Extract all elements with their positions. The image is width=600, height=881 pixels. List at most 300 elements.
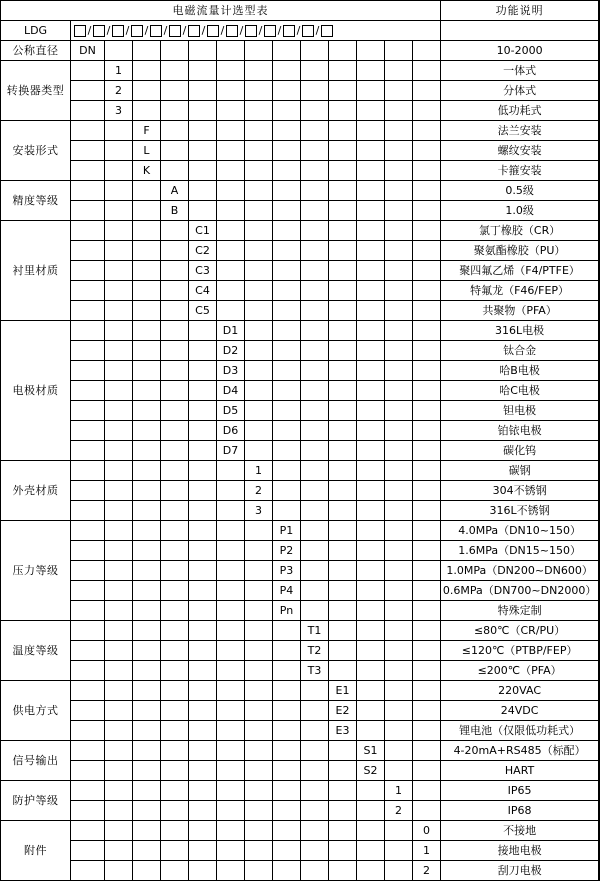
empty-cell — [189, 421, 217, 441]
model-box — [264, 25, 276, 37]
empty-cell — [273, 241, 301, 261]
empty-cell — [329, 281, 357, 301]
empty-cell — [161, 601, 189, 621]
empty-cell — [301, 101, 329, 121]
description-cell: 共聚物（PFA） — [441, 301, 599, 321]
empty-cell — [273, 61, 301, 81]
empty-cell — [71, 561, 105, 581]
empty-cell — [161, 221, 189, 241]
empty-cell — [301, 321, 329, 341]
description-cell: 螺纹安装 — [441, 141, 599, 161]
code-cell: D4 — [217, 381, 245, 401]
empty-cell — [357, 341, 385, 361]
empty-cell — [217, 481, 245, 501]
empty-cell — [245, 181, 273, 201]
function-desc-header: 功能说明 — [441, 1, 599, 21]
empty-cell — [217, 821, 245, 841]
empty-cell — [133, 281, 161, 301]
table-row — [1, 661, 600, 681]
empty-cell — [385, 41, 413, 61]
empty-cell — [189, 81, 217, 101]
empty-cell — [161, 281, 189, 301]
empty-cell — [133, 101, 161, 121]
empty-cell — [357, 441, 385, 461]
category-label: 附件 — [1, 821, 71, 881]
empty-cell — [217, 561, 245, 581]
table-row — [1, 501, 600, 521]
empty-cell — [105, 341, 133, 361]
code-cell: K — [133, 161, 161, 181]
empty-cell — [245, 561, 273, 581]
empty-cell — [71, 181, 105, 201]
model-box — [283, 25, 295, 37]
empty-cell — [217, 701, 245, 721]
table-row — [1, 321, 600, 341]
empty-cell — [301, 41, 329, 61]
empty-cell — [133, 581, 161, 601]
empty-cell — [273, 301, 301, 321]
empty-cell — [413, 61, 441, 81]
model-prefix: LDG — [1, 21, 71, 41]
description-cell: 316L电极 — [441, 321, 599, 341]
empty-cell — [301, 681, 329, 701]
empty-cell — [245, 701, 273, 721]
empty-cell — [245, 621, 273, 641]
description-cell: 不接地 — [441, 821, 599, 841]
empty-cell — [273, 641, 301, 661]
empty-cell — [105, 841, 133, 861]
empty-cell — [161, 141, 189, 161]
empty-cell — [189, 141, 217, 161]
empty-cell — [301, 781, 329, 801]
empty-cell — [161, 101, 189, 121]
table-header-row — [1, 1, 600, 21]
empty-cell — [71, 541, 105, 561]
empty-cell — [385, 721, 413, 741]
empty-cell — [189, 481, 217, 501]
empty-cell — [357, 181, 385, 201]
empty-cell — [217, 781, 245, 801]
empty-cell — [329, 141, 357, 161]
empty-cell — [189, 461, 217, 481]
empty-cell — [245, 441, 273, 461]
empty-cell — [273, 621, 301, 641]
description-cell: 4-20mA+RS485（标配） — [441, 741, 599, 761]
empty-cell — [105, 281, 133, 301]
code-cell: E3 — [329, 721, 357, 741]
empty-cell — [217, 221, 245, 241]
empty-cell — [357, 101, 385, 121]
empty-cell — [329, 441, 357, 461]
empty-cell — [357, 561, 385, 581]
empty-cell — [133, 261, 161, 281]
empty-cell — [71, 621, 105, 641]
empty-cell — [329, 61, 357, 81]
empty-cell — [189, 841, 217, 861]
empty-cell — [161, 361, 189, 381]
empty-cell — [413, 541, 441, 561]
empty-cell — [71, 401, 105, 421]
empty-cell — [71, 641, 105, 661]
model-box — [226, 25, 238, 37]
empty-cell — [71, 61, 105, 81]
empty-cell — [105, 741, 133, 761]
category-label: 精度等级 — [1, 181, 71, 221]
empty-cell — [245, 781, 273, 801]
code-cell: D7 — [217, 441, 245, 461]
model-box — [131, 25, 143, 37]
empty-cell — [357, 81, 385, 101]
code-cell: E1 — [329, 681, 357, 701]
code-cell: F — [133, 121, 161, 141]
empty-cell — [105, 661, 133, 681]
empty-cell — [189, 201, 217, 221]
table-row — [1, 481, 600, 501]
description-cell: 0.5级 — [441, 181, 599, 201]
empty-cell — [217, 641, 245, 661]
empty-cell — [245, 321, 273, 341]
empty-cell — [357, 461, 385, 481]
code-cell: C4 — [189, 281, 217, 301]
empty-cell — [301, 61, 329, 81]
description-cell: 法兰安装 — [441, 121, 599, 141]
code-cell: 2 — [245, 481, 273, 501]
empty-cell — [357, 321, 385, 341]
empty-cell — [385, 621, 413, 641]
empty-cell — [329, 501, 357, 521]
empty-cell — [189, 801, 217, 821]
empty-cell — [161, 81, 189, 101]
empty-cell — [413, 121, 441, 141]
empty-cell — [133, 381, 161, 401]
description-cell: ≤200℃（PFA） — [441, 661, 599, 681]
empty-cell — [161, 341, 189, 361]
empty-cell — [301, 721, 329, 741]
table-row — [1, 301, 600, 321]
empty-cell — [385, 561, 413, 581]
empty-cell — [133, 601, 161, 621]
empty-cell — [273, 261, 301, 281]
empty-cell — [385, 501, 413, 521]
empty-cell — [385, 421, 413, 441]
empty-cell — [71, 101, 105, 121]
empty-cell — [413, 801, 441, 821]
empty-cell — [71, 741, 105, 761]
empty-cell — [329, 601, 357, 621]
empty-cell — [105, 301, 133, 321]
table-row — [1, 261, 600, 281]
empty-cell — [329, 41, 357, 61]
empty-cell — [329, 361, 357, 381]
empty-cell — [105, 181, 133, 201]
empty-cell — [301, 341, 329, 361]
empty-cell — [273, 661, 301, 681]
empty-cell — [301, 541, 329, 561]
empty-cell — [105, 521, 133, 541]
empty-cell — [413, 521, 441, 541]
empty-cell — [357, 481, 385, 501]
empty-cell — [357, 281, 385, 301]
empty-cell — [273, 861, 301, 881]
empty-cell — [385, 581, 413, 601]
empty-cell — [245, 301, 273, 321]
empty-cell — [273, 781, 301, 801]
model-slash: / — [106, 24, 111, 37]
empty-cell — [189, 781, 217, 801]
table-row — [1, 861, 600, 881]
empty-cell — [105, 161, 133, 181]
table-row — [1, 841, 600, 861]
empty-cell — [161, 781, 189, 801]
empty-cell — [217, 61, 245, 81]
empty-cell — [189, 761, 217, 781]
model-slash: / — [87, 24, 92, 37]
empty-cell — [133, 401, 161, 421]
code-cell: P1 — [273, 521, 301, 541]
model-slash: / — [125, 24, 130, 37]
empty-cell — [301, 141, 329, 161]
empty-cell — [357, 261, 385, 281]
table-row — [1, 141, 600, 161]
table-row — [1, 781, 600, 801]
empty-cell — [105, 381, 133, 401]
empty-cell — [161, 581, 189, 601]
empty-cell — [133, 501, 161, 521]
empty-cell — [105, 501, 133, 521]
empty-cell — [133, 181, 161, 201]
empty-cell — [245, 201, 273, 221]
empty-cell — [161, 821, 189, 841]
empty-cell — [329, 561, 357, 581]
model-slash: / — [277, 24, 282, 37]
description-cell: 1.6MPa（DN15~150） — [441, 541, 599, 561]
table-row — [1, 681, 600, 701]
table-row — [1, 161, 600, 181]
empty-cell — [189, 441, 217, 461]
empty-cell — [273, 101, 301, 121]
empty-cell — [105, 621, 133, 641]
empty-cell — [301, 441, 329, 461]
empty-cell — [329, 201, 357, 221]
empty-cell — [217, 601, 245, 621]
model-boxes — [71, 21, 441, 41]
table-row — [1, 601, 600, 621]
empty-cell — [329, 341, 357, 361]
empty-cell — [357, 721, 385, 741]
empty-cell — [245, 721, 273, 741]
empty-cell — [217, 41, 245, 61]
empty-cell — [329, 221, 357, 241]
empty-cell — [71, 761, 105, 781]
code-cell: C2 — [189, 241, 217, 261]
empty-cell — [273, 701, 301, 721]
empty-cell — [385, 761, 413, 781]
code-cell: 2 — [385, 801, 413, 821]
empty-cell — [301, 81, 329, 101]
category-label: 压力等级 — [1, 521, 71, 621]
empty-cell — [329, 581, 357, 601]
empty-cell — [133, 781, 161, 801]
empty-cell — [217, 621, 245, 641]
empty-cell — [385, 201, 413, 221]
model-box — [74, 25, 86, 37]
empty-cell — [413, 241, 441, 261]
empty-cell — [385, 601, 413, 621]
empty-cell — [301, 121, 329, 141]
empty-cell — [301, 361, 329, 381]
empty-cell — [217, 81, 245, 101]
description-cell: 220VAC — [441, 681, 599, 701]
empty-cell — [357, 701, 385, 721]
empty-cell — [329, 181, 357, 201]
empty-cell — [413, 721, 441, 741]
empty-cell — [273, 481, 301, 501]
empty-cell — [217, 721, 245, 741]
empty-cell — [273, 841, 301, 861]
empty-cell — [329, 321, 357, 341]
empty-cell — [105, 641, 133, 661]
empty-cell — [385, 361, 413, 381]
table-row — [1, 221, 600, 241]
empty-cell — [161, 801, 189, 821]
empty-cell — [71, 821, 105, 841]
code-cell: B — [161, 201, 189, 221]
empty-cell — [329, 781, 357, 801]
empty-cell — [189, 581, 217, 601]
empty-cell — [413, 321, 441, 341]
empty-cell — [385, 141, 413, 161]
empty-cell — [161, 321, 189, 341]
empty-cell — [217, 581, 245, 601]
empty-cell — [245, 641, 273, 661]
category-label: 防护等级 — [1, 781, 71, 821]
description-cell: 10-2000 — [441, 41, 599, 61]
empty-cell — [217, 741, 245, 761]
empty-cell — [189, 341, 217, 361]
table-row — [1, 441, 600, 461]
empty-cell — [71, 421, 105, 441]
empty-cell — [329, 861, 357, 881]
empty-cell — [329, 401, 357, 421]
empty-cell — [245, 601, 273, 621]
empty-cell — [245, 761, 273, 781]
empty-cell — [161, 481, 189, 501]
empty-cell — [161, 461, 189, 481]
empty-cell — [329, 801, 357, 821]
table-row — [1, 821, 600, 841]
category-label: 公称直径 — [1, 41, 71, 61]
table-row — [1, 541, 600, 561]
empty-cell — [133, 681, 161, 701]
empty-cell — [273, 201, 301, 221]
table-row — [1, 121, 600, 141]
empty-cell — [217, 521, 245, 541]
empty-cell — [71, 381, 105, 401]
empty-cell — [189, 621, 217, 641]
empty-cell — [385, 861, 413, 881]
empty-cell — [357, 521, 385, 541]
empty-cell — [217, 501, 245, 521]
code-cell: Pn — [273, 601, 301, 621]
table-row — [1, 621, 600, 641]
model-box — [169, 25, 181, 37]
empty-cell — [161, 381, 189, 401]
empty-cell — [105, 221, 133, 241]
empty-cell — [329, 301, 357, 321]
empty-cell — [71, 681, 105, 701]
empty-cell — [273, 461, 301, 481]
category-label: 转换器类型 — [1, 61, 71, 121]
empty-cell — [413, 361, 441, 381]
empty-cell — [105, 481, 133, 501]
empty-cell — [413, 681, 441, 701]
code-cell: 0 — [413, 821, 441, 841]
empty-cell — [105, 761, 133, 781]
empty-cell — [301, 421, 329, 441]
empty-cell — [245, 221, 273, 241]
table-row — [1, 401, 600, 421]
empty-cell — [217, 101, 245, 121]
empty-cell — [71, 261, 105, 281]
empty-cell — [329, 381, 357, 401]
empty-cell — [71, 701, 105, 721]
empty-cell — [217, 761, 245, 781]
empty-cell — [301, 261, 329, 281]
description-cell: 分体式 — [441, 81, 599, 101]
empty-cell — [133, 361, 161, 381]
empty-cell — [161, 641, 189, 661]
model-box — [93, 25, 105, 37]
empty-cell — [273, 681, 301, 701]
empty-cell — [105, 441, 133, 461]
empty-cell — [71, 81, 105, 101]
empty-cell — [133, 741, 161, 761]
empty-cell — [189, 61, 217, 81]
empty-cell — [301, 801, 329, 821]
empty-cell — [245, 281, 273, 301]
empty-cell — [133, 721, 161, 741]
description-cell: 特殊定制 — [441, 601, 599, 621]
empty-cell — [245, 81, 273, 101]
empty-cell — [273, 421, 301, 441]
empty-cell — [105, 201, 133, 221]
empty-cell — [217, 241, 245, 261]
model-box — [207, 25, 219, 37]
empty-cell — [71, 341, 105, 361]
model-slash: / — [163, 24, 168, 37]
empty-cell — [133, 461, 161, 481]
empty-cell — [245, 681, 273, 701]
code-cell: P3 — [273, 561, 301, 581]
empty-cell — [245, 241, 273, 261]
empty-cell — [133, 481, 161, 501]
empty-cell — [161, 61, 189, 81]
table-row — [1, 361, 600, 381]
empty-cell — [301, 741, 329, 761]
code-cell: DN — [71, 41, 105, 61]
empty-cell — [161, 261, 189, 281]
empty-cell — [105, 721, 133, 741]
empty-cell — [71, 801, 105, 821]
empty-cell — [217, 281, 245, 301]
empty-cell — [301, 301, 329, 321]
empty-cell — [385, 701, 413, 721]
description-cell: 24VDC — [441, 701, 599, 721]
description-cell: 氯丁橡胶（CR） — [441, 221, 599, 241]
empty-cell — [273, 761, 301, 781]
empty-cell — [245, 161, 273, 181]
code-cell: P4 — [273, 581, 301, 601]
